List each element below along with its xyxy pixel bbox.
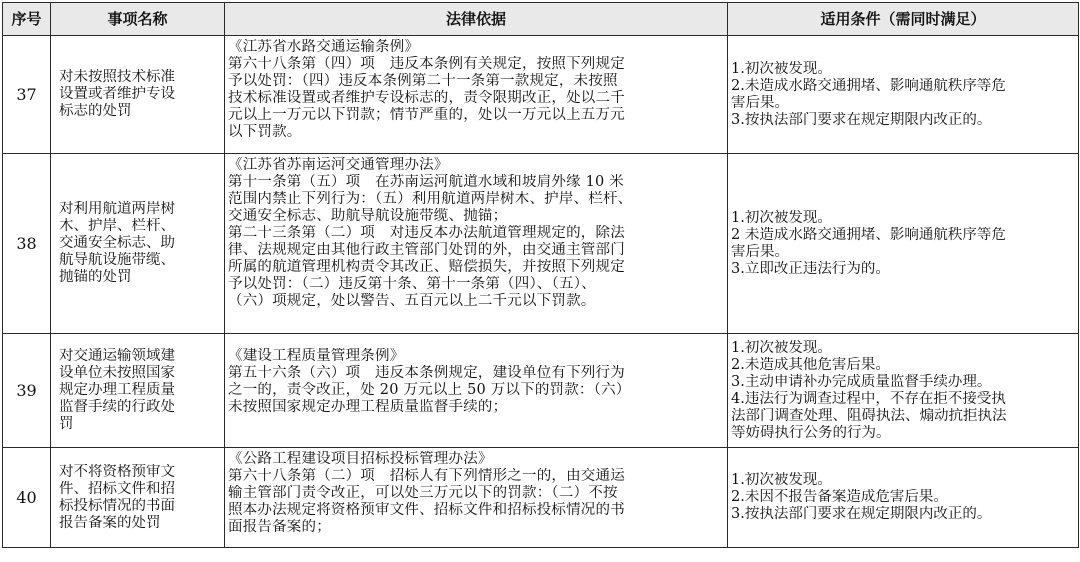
basis-line: 元以上一万元以下罚款；情节严重的，处以一万元以上五万元 <box>228 107 625 123</box>
basis-line: 之一的，责令改正，处 20 万元以上 50 万以下的罚款：（六） <box>228 382 631 398</box>
condition-line: 2 未造成水路交通拥堵、影响通航秩序等危 <box>731 226 1006 243</box>
penalty-table <box>2 2 1079 548</box>
name-line: 监督手续的行政处 <box>59 399 175 415</box>
basis-line: 技术标准设置或者维护专设标志的，责令限期改正，处以二千 <box>228 90 625 106</box>
basis-line: 范围内禁止下列行为：（五）利用航道两岸树木、护岸、栏杆、 <box>228 191 633 207</box>
condition-line: 3.立即改正违法行为的。 <box>731 260 890 277</box>
row-seq: 37 <box>3 36 51 154</box>
condition-line: 法部门调查处理、阻碍执法、煽动抗拒执法 <box>731 407 1007 424</box>
basis-line: 第二十三条第（二）项 对违反本办法航道管理规定的，除法 <box>228 225 625 241</box>
header-seq: 序号 <box>3 3 51 36</box>
condition-line: 害后果。 <box>731 94 789 111</box>
name-line: 标志的处罚 <box>59 103 132 119</box>
table-row <box>3 154 1079 334</box>
basis-line: 未按照国家规定办理工程质量监督手续的； <box>228 399 508 415</box>
row-conditions <box>728 448 1079 548</box>
basis-line: 予以处罚：（四）违反本条例第二十一条第一款规定，未按照 <box>228 73 618 89</box>
basis-line: 所属的航道管理机构责令其改正、赔偿损失，并按照下列规定 <box>228 259 625 275</box>
basis-line: 照本办法规定将资格预审文件、招标文件和招标投标情况的书 <box>228 502 625 518</box>
row-item-name <box>51 36 225 154</box>
basis-line: 律、法规规定由其他行政主管部门处罚的外，由交通主管部门 <box>228 242 625 258</box>
basis-line: 第六十八条第（二）项 招标人有下列情形之一的，由交通运 <box>228 468 625 484</box>
basis-line: 输主管部门责令改正，可以处三万元以下的罚款：（二）不按 <box>228 485 618 501</box>
name-line: 规定办理工程质量 <box>59 382 175 398</box>
row-item-name <box>51 334 225 448</box>
basis-line: 第十一条第（五）项 在苏南运河航道水域和坡肩外缘 10 米 <box>228 174 624 190</box>
name-line: 对利用航道两岸树 <box>59 201 175 217</box>
basis-line: 《江苏省苏南运河交通管理办法》 <box>228 157 449 173</box>
basis-line: 第五十六条（六）项 违反本条例规定，建设单位有下列行为 <box>228 365 625 381</box>
name-line: 对未按照技术标准 <box>59 69 175 85</box>
header-row <box>3 3 1079 36</box>
row-conditions <box>728 154 1079 334</box>
row-seq: 39 <box>3 334 51 448</box>
row-legal-basis <box>225 36 728 154</box>
name-line: 对不将资格预审文 <box>59 463 175 480</box>
name-line: 抛锚的处罚 <box>59 269 132 285</box>
condition-line: 1.初次被发现。 <box>731 472 832 488</box>
name-line: 对交通运输领域建 <box>59 348 175 364</box>
header-basis: 法律依据 <box>225 3 728 36</box>
row-conditions <box>728 36 1079 154</box>
condition-line: 2.未因不报告备案造成危害后果。 <box>731 489 948 505</box>
header-name: 事项名称 <box>51 3 225 36</box>
basis-line: （六）项规定，处以警告、五百元以上二千元以下罚款。 <box>228 293 596 309</box>
name-line: 件、招标文件和招 <box>59 480 175 497</box>
name-line: 设单位未按照国家 <box>59 365 175 381</box>
basis-line: 面报告备案的； <box>228 519 331 535</box>
condition-line: 等妨碍执行公务的行为。 <box>731 424 891 441</box>
condition-line: 1.初次被发现。 <box>731 60 832 77</box>
name-line: 木、护岸、栏杆、 <box>59 218 175 234</box>
row-legal-basis <box>225 154 728 334</box>
condition-line: 1.初次被发现。 <box>731 209 832 226</box>
condition-line: 害后果。 <box>731 243 789 260</box>
row-item-name <box>51 448 225 548</box>
condition-line: 2.未造成其他危害后果。 <box>731 356 890 373</box>
condition-line: 1.初次被发现。 <box>731 339 832 356</box>
row-legal-basis <box>225 448 728 548</box>
name-line: 航导航设施带缆、 <box>59 252 175 268</box>
basis-line: 以下罚款。 <box>228 124 302 140</box>
basis-line: 交通安全标志、助航导航设施带缆、抛锚； <box>228 208 508 224</box>
basis-line: 《公路工程建设项目招标投标管理办法》 <box>228 451 493 467</box>
condition-line: 2.未造成水路交通拥堵、影响通航秩序等危 <box>731 77 1006 94</box>
name-line: 设置或者维护专设 <box>59 86 175 102</box>
basis-line: 第六十八条第（四）项 违反本条例有关规定，按照下列规定 <box>228 56 625 72</box>
table-row <box>3 448 1079 548</box>
name-line: 罚 <box>59 416 74 432</box>
condition-line: 4.违法行为调查过程中，不存在拒不接受执 <box>731 390 1006 407</box>
condition-line: 3.按执法部门要求在规定期限内改正的。 <box>731 111 992 128</box>
condition-line: 3.主动申请补办完成质量监督手续办理。 <box>731 373 992 390</box>
row-legal-basis <box>225 334 728 448</box>
name-line: 标投标情况的书面 <box>59 497 175 514</box>
condition-line: 3.按执法部门要求在规定期限内改正的。 <box>731 506 992 522</box>
table-row <box>3 36 1079 154</box>
name-line: 交通安全标志、助 <box>59 235 175 251</box>
row-conditions <box>728 334 1079 448</box>
row-seq: 38 <box>3 154 51 334</box>
table-row <box>3 334 1079 448</box>
row-seq: 40 <box>3 448 51 548</box>
basis-line: 《建设工程质量管理条例》 <box>228 348 405 364</box>
header-conditions: 适用条件（需同时满足） <box>728 3 1079 36</box>
row-item-name <box>51 154 225 334</box>
basis-line: 《江苏省水路交通运输条例》 <box>228 39 420 55</box>
name-line: 报告备案的处罚 <box>59 514 161 531</box>
basis-line: 予以处罚：（二）违反第十条、第十一条第（四）、（五）、 <box>228 276 596 292</box>
